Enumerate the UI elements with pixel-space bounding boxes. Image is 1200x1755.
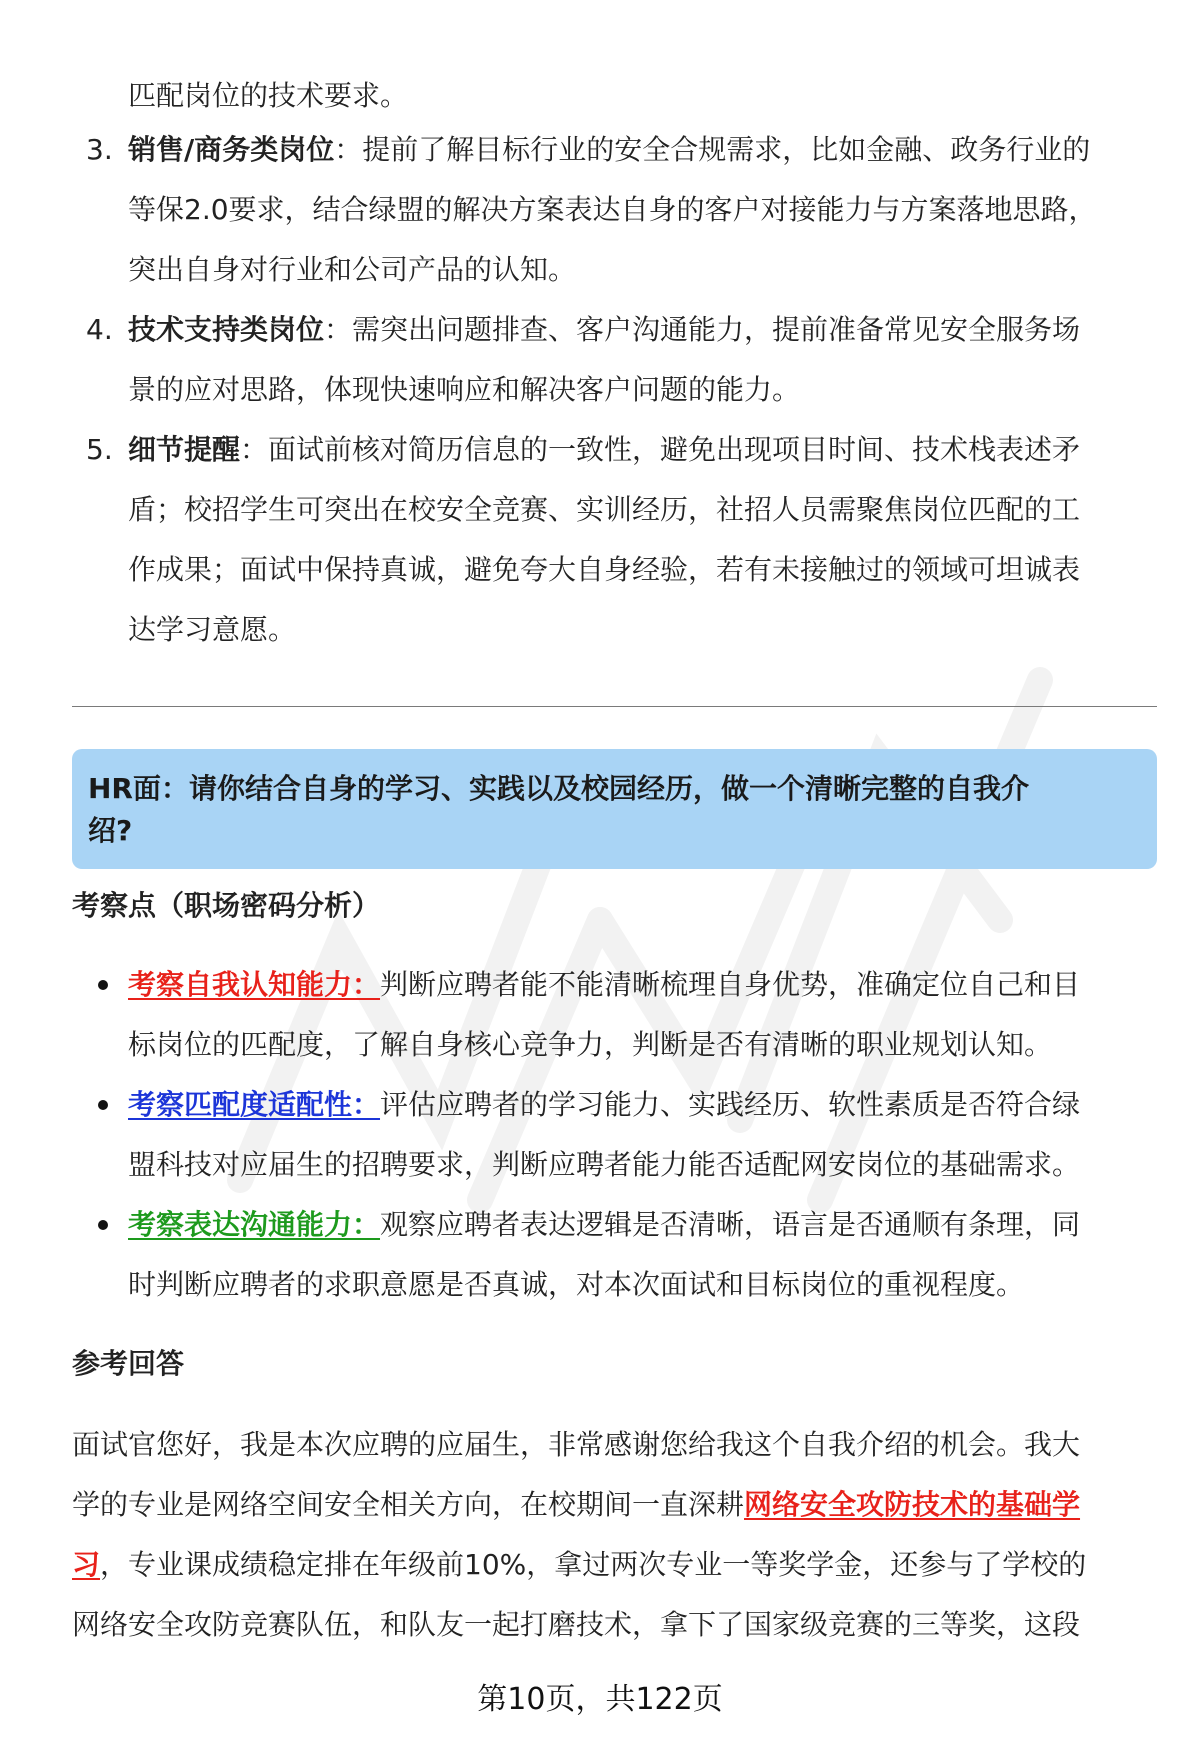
item-text: 作成果；面试中保持真诚，避免夸大自身经验，若有未接触过的领域可坦诚表 xyxy=(128,553,1081,586)
list-item xyxy=(72,1075,1162,1195)
bullet-icon xyxy=(98,1220,108,1230)
list-item xyxy=(72,955,1162,1075)
list-item xyxy=(72,120,1162,300)
item-title: 技术支持类岗位 xyxy=(128,313,325,346)
item-text: ：需突出问题排查、客户沟通能力，提前准备常见安全服务场 xyxy=(324,313,1081,346)
bullet-icon xyxy=(98,1100,108,1110)
highlight-text: 网络安全攻防技术的基础学 xyxy=(744,1488,1081,1521)
list-item xyxy=(72,300,1162,420)
item-text: 景的应对思路，体现快速响应和解决客户问题的能力。 xyxy=(128,373,801,406)
item-text: 观察应聘者表达逻辑是否清晰，语言是否通顺有条理，同 xyxy=(380,1208,1081,1241)
tips-list xyxy=(72,120,1162,660)
answer-heading: 参考回答 xyxy=(72,1347,185,1380)
highlight-text: 习 xyxy=(72,1548,101,1581)
list-number: 3. xyxy=(86,133,113,166)
section-divider xyxy=(72,706,1157,707)
keyword-label: 考察自我认知能力： xyxy=(128,968,381,1001)
item-text: 评估应聘者的学习能力、实践经历、软性素质是否符合绿 xyxy=(380,1088,1081,1121)
answer-text: 学的专业是网络空间安全相关方向，在校期间一直深耕 xyxy=(72,1488,745,1521)
answer-paragraph xyxy=(72,1415,1162,1655)
item-title: 细节提醒 xyxy=(128,433,241,466)
item-text: 盟科技对应届生的招聘要求，判断应聘者能力能否适配网安岗位的基础需求。 xyxy=(128,1148,1081,1181)
page-number: 第10页，共122页 xyxy=(477,1682,723,1717)
list-item xyxy=(72,1195,1162,1315)
item-text: ：提前了解目标行业的安全合规需求，比如金融、政务行业的 xyxy=(334,133,1091,166)
question-text: HR面：请你结合自身的学习、实践以及校园经历，做一个清晰完整的自我介 xyxy=(88,772,1029,805)
item-text: 等保2.0要求，结合绿盟的解决方案表达自身的客户对接能力与方案落地思路， xyxy=(128,193,1097,226)
answer-text: ，专业课成绩稳定排在年级前10%，拿过两次专业一等奖学金，还参与了学校的 xyxy=(100,1548,1087,1581)
keyword-label: 考察表达沟通能力： xyxy=(128,1208,381,1241)
item-text: 盾；校招学生可突出在校安全竞赛、实训经历，社招人员需聚焦岗位匹配的工 xyxy=(128,493,1081,526)
answer-text: 面试官您好，我是本次应聘的应届生，非常感谢您给我这个自我介绍的机会。我大 xyxy=(72,1428,1081,1461)
bullet-icon xyxy=(98,980,108,990)
answer-text: 网络安全攻防竞赛队伍，和队友一起打磨技术，拿下了国家级竞赛的三等奖，这段 xyxy=(72,1608,1081,1641)
question-text: 绍? xyxy=(88,814,133,847)
item-text: 达学习意愿。 xyxy=(128,613,297,646)
item-text: 判断应聘者能不能清晰梳理自身优势，准确定位自己和目 xyxy=(380,968,1081,1001)
continuation-text: 匹配岗位的技术要求。 xyxy=(128,79,409,112)
assessment-heading: 考察点（职场密码分析） xyxy=(72,889,381,922)
list-number: 4. xyxy=(86,313,113,346)
assessment-list xyxy=(72,955,1162,1315)
item-text: 突出自身对行业和公司产品的认知。 xyxy=(128,253,577,286)
question-box xyxy=(72,749,1157,869)
keyword-label: 考察匹配度适配性： xyxy=(128,1088,381,1121)
list-number: 5. xyxy=(86,433,113,466)
list-item xyxy=(72,420,1162,660)
item-text: ：面试前核对简历信息的一致性，避免出现项目时间、技术栈表述矛 xyxy=(240,433,1081,466)
item-title: 销售/商务类岗位 xyxy=(128,133,335,166)
item-text: 时判断应聘者的求职意愿是否真诚，对本次面试和目标岗位的重视程度。 xyxy=(128,1268,1025,1301)
item-text: 标岗位的匹配度，了解自身核心竞争力，判断是否有清晰的职业规划认知。 xyxy=(128,1028,1053,1061)
